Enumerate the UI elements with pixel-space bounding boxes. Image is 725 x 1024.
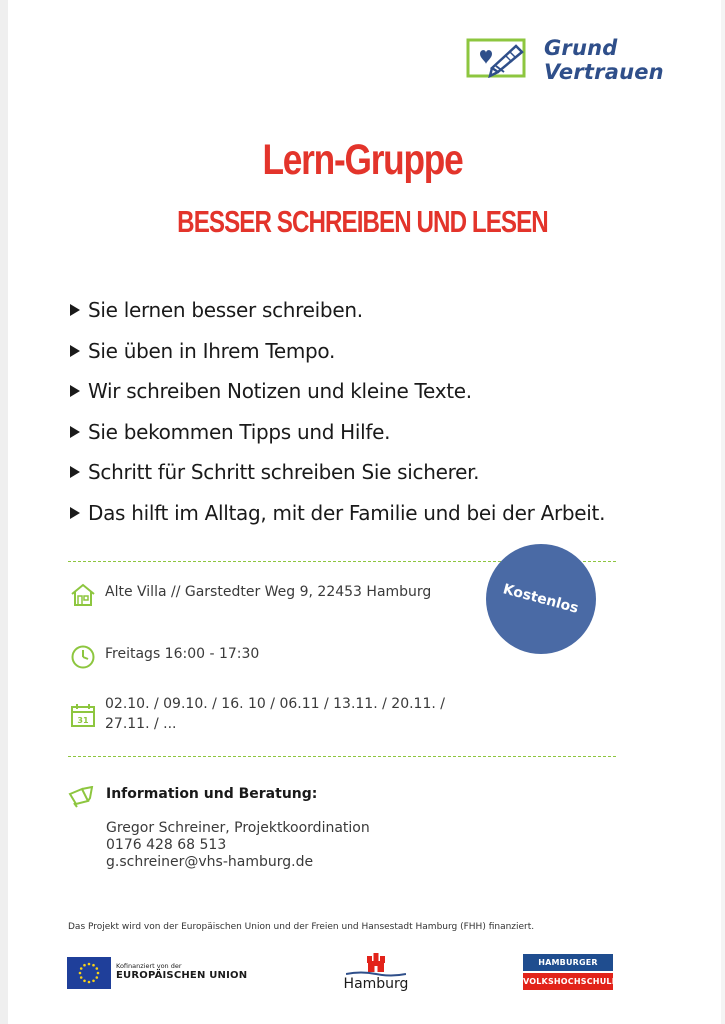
calendar-day-number: 31 (77, 716, 89, 725)
house-icon (70, 582, 96, 608)
logo-wordmark (544, 36, 664, 84)
eu-cofunding-label (116, 963, 247, 982)
triangle-bullet-icon (70, 345, 80, 357)
eu-small-text: Kofinanziert von der (116, 962, 182, 970)
free-badge (486, 544, 596, 654)
contact-name: Gregor Schreiner, Projektkoordination (106, 820, 370, 836)
list-item (70, 290, 605, 331)
dates-row (70, 694, 445, 734)
list-item-text: Schritt für Schritt schreiben Sie sicherer. (88, 460, 480, 485)
funding-note: Das Projekt wird von der Europäischen Union und der Freien und Hansestadt Hamburg (FHH) finanziert. (68, 922, 535, 932)
triangle-bullet-icon (70, 426, 80, 438)
contact-details (106, 820, 370, 871)
triangle-bullet-icon (70, 507, 80, 519)
list-item (70, 331, 605, 372)
vhs-top-text: HAMBURGER (523, 954, 613, 971)
contact-email[interactable]: g.schreiner@vhs-hamburg.de (106, 854, 314, 870)
vhs-bottom-text: VOLKSHOCHSCHULE (523, 973, 613, 990)
eu-flag-icon (67, 957, 111, 989)
time-text: Freitags 16:00 - 17:30 (105, 646, 260, 662)
heart-pencil-icon (466, 38, 526, 78)
list-item (70, 371, 605, 412)
list-item-text: Wir schreiben Notizen und kleine Texte. (88, 379, 472, 404)
page-edge-left (0, 0, 8, 1024)
logo-line-2: Vertrauen (544, 60, 664, 84)
free-badge-text: Kostenlos (501, 581, 581, 617)
list-item (70, 412, 605, 453)
location-row (70, 582, 431, 608)
location-text: Alte Villa // Garstedter Weg 9, 22453 Hamburg (105, 584, 432, 600)
contact-heading: Information und Beratung: (106, 786, 318, 802)
contact-phone: 0176 428 68 513 (106, 837, 227, 853)
vhs-logo (523, 954, 618, 990)
triangle-bullet-icon (70, 385, 80, 397)
list-item-text: Sie lernen besser schreiben. (88, 298, 363, 323)
megaphone-icon (68, 786, 94, 808)
grundvertrauen-logo (466, 34, 686, 86)
eu-big-text: EUROPÄISCHEN UNION (116, 970, 248, 981)
list-item-text: Sie üben in Ihrem Tempo. (88, 338, 336, 363)
divider-bottom (68, 756, 616, 757)
page-subtitle: BESSER SCHREIBEN UND LESEN (177, 204, 548, 239)
hamburg-logo (340, 952, 412, 996)
dates-line-2: 27.11. / ... (105, 716, 177, 732)
triangle-bullet-icon (70, 466, 80, 478)
logo-line-1: Grund (544, 36, 618, 60)
dates-text (105, 694, 445, 734)
page-edge-right (721, 0, 725, 1024)
triangle-bullet-icon (70, 304, 80, 316)
hamburg-text: Hamburg (343, 976, 409, 992)
list-item-text: Sie bekommen Tipps und Hilfe. (88, 419, 391, 444)
benefit-list (70, 290, 605, 533)
list-item-text: Das hilft im Alltag, mit der Familie und bei der Arbeit. (88, 500, 606, 525)
time-row (70, 644, 259, 670)
list-item (70, 493, 605, 534)
page-title: Lern-Gruppe (262, 136, 463, 184)
list-item (70, 452, 605, 493)
calendar-icon (70, 702, 96, 728)
dates-line-1: 02.10. / 09.10. / 16. 10 / 06.11 / 13.11. / 20.11. / (105, 696, 445, 712)
clock-icon (70, 644, 96, 670)
